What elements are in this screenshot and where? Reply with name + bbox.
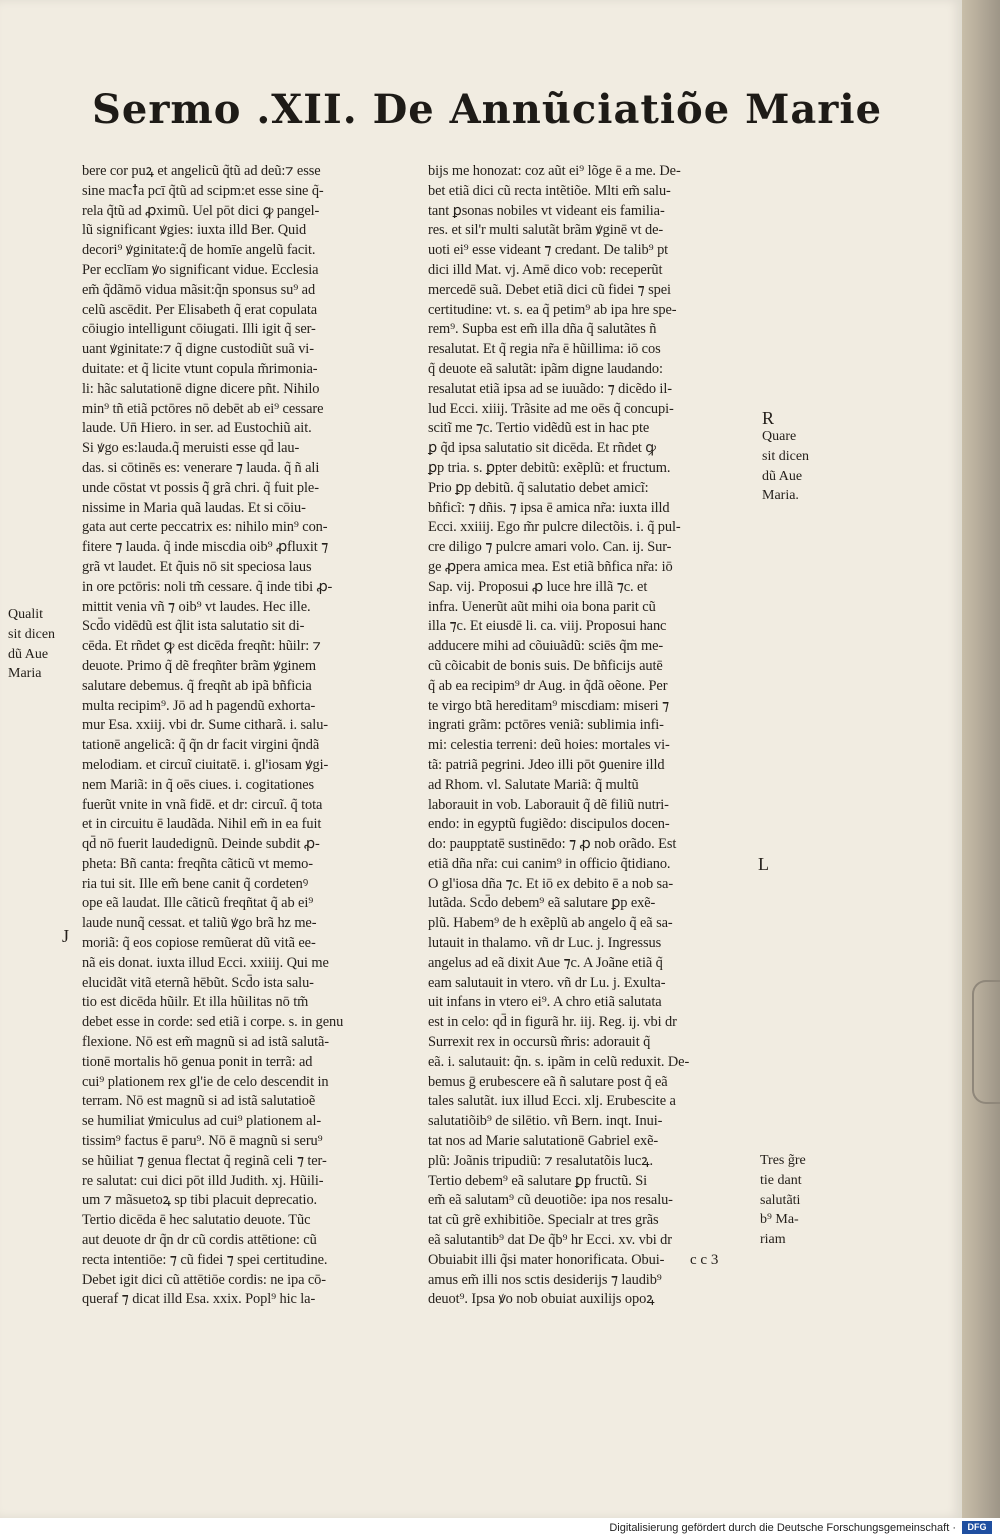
- left-column: [82, 162, 410, 1310]
- text-line: et in circuitu ē laudãda. Nihil em̃ in ea fuit: [82, 816, 322, 833]
- text-line: nem Mariã: in q̃ oēs ciues. i. cogitationes: [82, 776, 314, 793]
- margin-note-qualiter: [8, 606, 55, 685]
- text-line: infra. Uenerũt aũt mihi oia bona parit cũ: [428, 598, 656, 615]
- text-line: Si ꝟgo es:lauda.q̃ meruisti esse qd̄ lau-: [82, 440, 300, 457]
- text-line: li: hãc salutationē digne dicere pñt. Nihilo: [82, 380, 320, 397]
- text-line: plũ: Joãnis tripudiũ: ⁊ resalutatõis lucꝝ.: [428, 1152, 653, 1169]
- text-line: mittit venia vñ ⁊ oib⁹ vt laudes. Hec ille.: [82, 598, 311, 615]
- text-line: aut deuote dr q̃n dr cũ cordis attētione: cũ: [82, 1232, 317, 1249]
- text-line: endo: in egyptũ fugiẽdo: discipulos docen-: [428, 816, 670, 833]
- text-line: Scd̄o vidēdũ est q̃lit ista salutatio sit di-: [82, 618, 305, 635]
- text-line: em̃ q̃dãmō vidua mãsit:q̃n sponsus su⁹ ad: [82, 281, 316, 298]
- text-line: te virgo btã hereditam⁹ miscdiam: miseri ⁊: [428, 697, 670, 714]
- margin-note-line: sit dicen: [8, 626, 56, 642]
- text-line: um ⁊ mãsuetoꝝ sp tibi placuit deprecatio.: [82, 1192, 318, 1209]
- text-line: scitĩ me ⁊c. Tertio vidẽdũ est in hac pte: [428, 420, 650, 437]
- text-line: bemus ḡ erubescere eã ñ salutare post q̃ eã: [428, 1073, 668, 1090]
- text-line: Debet igit dici cũ attētiōe cordis: ne ipa cō-: [82, 1271, 326, 1288]
- text-line: moriã: q̃ eos copiose remũerat dũ vitã ee-: [82, 935, 316, 952]
- page-edge: [962, 0, 1000, 1518]
- footer-credit: Digitalisierung gefördert durch die Deutsche Forschungsgemeinschaft ·: [609, 1522, 956, 1534]
- text-line: salutatiõib⁹ de silētio. vñ Bern. inqt. Inui-: [428, 1113, 663, 1130]
- text-line: nã eis donat. iuxta illud Ecci. xxiiij. Qui me: [82, 954, 329, 971]
- margin-note-line: salutãti: [760, 1192, 801, 1208]
- text-line: Per ecclīam ꝟo significant vidue. Ecclesia: [82, 261, 319, 278]
- text-line: celũ ascēdit. Per Elisabeth q̃ erat copulata: [82, 301, 318, 318]
- text-line: lutauit in thalamo. vñ dr Luc. j. Ingressus: [428, 935, 662, 952]
- text-line: terram. Nō est magnũ si ad istã salutatioẽ: [82, 1093, 316, 1110]
- text-line: resalutat. Et q̃ regia nr̃a ē hũillima: iō cos: [428, 341, 661, 358]
- text-line: adducere mihi ad cõuiuãdũ: sciēs q̃m me-: [428, 638, 664, 655]
- text-line: deuot⁹. Ipsa ꝟo nob obuiat auxilijs opoꝝ: [428, 1291, 655, 1308]
- text-line: salutare debemus. q̃ freqñt ab ipã bñficia: [82, 677, 312, 694]
- text-line: cre diligo ⁊ pulcre amari volo. Can. ij. Sur-: [428, 539, 672, 556]
- section-mark-r: R: [762, 408, 775, 428]
- margin-note-line: sit dicen: [762, 448, 810, 464]
- text-line: Obuiabit illi q̃si mater honorificata. Obui-: [428, 1251, 665, 1268]
- text-line: tionē mortalis hō genua ponit in terrã: ad: [82, 1053, 313, 1070]
- text-line: bere cor puꝝ et angelicũ q̃tũ ad deũ:⁊ esse: [82, 163, 321, 179]
- text-line: illa ⁊c. Et eiusdē li. ca. viij. Proposui hanc: [428, 618, 667, 635]
- text-line: ad Rhom. vl. Salutate Mariã: q̃ multũ: [428, 776, 639, 793]
- text-line: fuerũt vnite in vnã fidē. et dr: circuĩ. q̃ tota: [82, 796, 323, 813]
- text-line: tã: patriã pegrini. Jdeo illi pōt ꝯuenire illd: [428, 756, 665, 773]
- text-line: pheta: Bñ canta: freqñta cãticũ vt memo-: [82, 855, 313, 872]
- margin-note-line: Tres g̃re: [760, 1153, 806, 1168]
- text-line: grã vt laudet. Et q̃uis nō sit speciosa laus: [82, 558, 312, 575]
- text-line: lud Ecci. xiiij. Trãsite ad me oēs q̃ concupi-: [428, 400, 674, 417]
- text-line: uit infans in vtero ei⁹. A chro etiã salutata: [428, 994, 662, 1011]
- text-line: tationē angelicã: q̃ q̃n dr facit virgini q̃ndã: [82, 737, 320, 754]
- text-line: tio est dicēda hũilr. Et illa hũilitas nō tm̃: [82, 994, 309, 1011]
- text-line: q̃ ab ea recipim⁹ dr Aug. in q̃dã oẽone. Per: [428, 677, 668, 694]
- text-line: laude nunq̃ cessat. et taliũ ꝟgo brã hz me-: [82, 915, 317, 932]
- text-line: Ecci. xxiiij. Ego m̃r pulcre dilectõis. i. q̃ pul-: [428, 519, 681, 536]
- text-line: mercedē suã. Debet etiã dici cũ fidei ⁊ spei: [428, 281, 671, 298]
- text-line: ꝑp tria. s. ꝑpter debitũ: exẽplũ: et fructum.: [428, 459, 671, 476]
- text-line: em̃ eã salutam⁹ cũ deuotiõe: ipa nos resalu-: [428, 1192, 673, 1209]
- text-line: amus em̃ illi nos sctis desiderijs ⁊ laudib⁹: [428, 1271, 662, 1288]
- text-line: uoti ei⁹ esse videant ⁊ credant. De talib⁹ pt: [428, 242, 669, 259]
- text-line: recta intentiōe: ⁊ cũ fidei ⁊ spei certitudine.: [82, 1251, 328, 1268]
- text-line: etiã dña nr̃a: cui canim⁹ in officio q̃tidiano.: [428, 855, 671, 872]
- text-line: fitere ⁊ lauda. q̃ inde miscdia oib⁹ ꝓfluxit ⁊: [82, 539, 329, 556]
- margin-note-quare: [762, 428, 809, 507]
- text-line: laude. Un̄ Hiero. in ser. ad Eustochiũ ait.: [82, 420, 312, 437]
- text-line: certitudine: vt. s. ea q̃ petim⁹ ab ipa hre spe-: [428, 301, 677, 318]
- signature-mark: c c 3: [690, 1252, 719, 1268]
- text-line: est in celo: qd̄ in figurã hr. iij. Reg. ij. vbi dr: [428, 1014, 677, 1031]
- margin-note-line: Maria.: [762, 488, 799, 504]
- text-line: rela q̃tũ ad ꝓximũ. Uel pōt dici ꝙ pangel-: [82, 202, 320, 219]
- text-line: unde cōstat vt possis q̃̃ grã chri. q̃ fuit ple-: [82, 479, 319, 496]
- running-head: Sermo .XII. De Annũciatiõe Marie: [92, 86, 883, 133]
- text-line: ingrati grãm: pctōres veniã: sublimia infi-: [428, 717, 664, 734]
- text-line: mur Esa. xxiij. vbi dr. Sume citharã. i. salu-: [82, 717, 328, 734]
- margin-note-line: b⁹ Ma-: [760, 1212, 799, 1228]
- text-line: eã salutantib⁹ dat De q̃b⁹ hr Ecci. xv. vbi dr: [428, 1232, 672, 1249]
- text-line: O gl'iosa dña ⁊c. Et iō ex debito ē a nob sa-: [428, 875, 674, 892]
- text-line: eã. i. salutauit: q̃n. s. ipãm in celũ reduxit. De-: [428, 1053, 690, 1070]
- text-line: debet esse in corde: sed etiã i corpe. s. in genu: [82, 1014, 344, 1031]
- text-line: re salutat: cui dici pōt illd Judith. xj. Hũili-: [82, 1172, 324, 1189]
- text-line: in ore pctōris: noli tm̃ cessare. q̃ inde tibi ꝓ-: [82, 578, 333, 595]
- text-line: nissime in Maria quã laudas. Et si cōiu-: [82, 499, 306, 516]
- text-line: se humiliat ꝟmiculus ad cui⁹ plationem al-: [82, 1113, 322, 1130]
- margin-note-line: tie dant: [760, 1172, 802, 1188]
- section-mark-l: L: [758, 854, 769, 874]
- text-line: laborauit in vob. Laborauit q̃ dẽ filiũ nutri-: [428, 796, 669, 813]
- text-line: angelus ad eã dixit Aue ⁊c. A Joãne etiã q̃: [428, 954, 663, 971]
- text-line: q̃ deuote eã salutãt: ipãm digne laudando:: [428, 360, 663, 377]
- text-line: Tertio debem⁹ eã salutare ꝑp fructũ. Si: [428, 1172, 648, 1189]
- text-line: Sap. vij. Proposui ꝓ luce hre illã ⁊c. et: [428, 578, 648, 595]
- text-line: qd̄ nō fuerit laudedignũ. Deinde subdit ꝓ-: [82, 836, 320, 853]
- text-line: bijs me honozat: coz aũt ei⁹ lõge ē a me. De-: [428, 163, 681, 179]
- text-line: dici illd Mat. vj. Amē dico vob: receperũt: [428, 261, 663, 278]
- text-line: bñficĩ: ⁊ dñis. ⁊ ipsa ē amica nr̃a: iuxta illd: [428, 499, 670, 516]
- text-line: rem⁹. Supba est em̃ illa dña q̃ salutãtes ñ: [428, 321, 657, 338]
- text-line: cōiugio intelligunt cōiugati. Illi igit q̃ ser-: [82, 321, 316, 338]
- text-line: deuote. Primo q̃ dẽ freqñter brãm ꝟginem: [82, 657, 316, 674]
- text-line: tat cũ grẽ exhibitiõe. Specialr at tres grãs: [428, 1212, 659, 1229]
- margin-note-line: Maria: [8, 666, 42, 682]
- text-line: queraf ⁊ dicat illd Esa. xxix. Popl⁹ hic la-: [82, 1291, 316, 1308]
- text-line: tant ꝑsonas nobiles vt videant eis familia-: [428, 202, 665, 219]
- right-column: [428, 162, 756, 1310]
- text-line: Surrexit rex in occursũ m̃ris: adorauit q̃: [428, 1034, 651, 1051]
- text-line: lutãda. Scd̄o debem⁹ eã salutare ꝑp exẽ-: [428, 895, 656, 912]
- text-line: tat nos ad Marie salutationē Gabriel exẽ-: [428, 1133, 659, 1150]
- text-line: flexione. Nō est em̃ magnũ si ad istã salutã-: [82, 1034, 329, 1051]
- text-line: ge ꝓpera amica mea. Est etiã bñfica nr̃a: iō: [428, 558, 673, 575]
- margin-note-line: dũ Aue: [8, 646, 49, 662]
- text-line: sine macꝉa pcī q̃tũ ad scipm:et esse sine q̃-: [82, 182, 324, 199]
- text-line: elucidãt vitã eternã hēbũt. Scd̄o ista salu-: [82, 974, 314, 991]
- text-line: gata aut certe peccatrix es: nihilo min⁹ con-: [82, 519, 328, 536]
- text-line: Tertio dicēda ē hec salutatio deuote. Tũc: [82, 1212, 311, 1229]
- text-line: duitate: et q̃ licite vtunt copula m̃rimonia-: [82, 360, 318, 377]
- text-line: cui⁹ plationem rex gl'ie de celo descendit in: [82, 1073, 329, 1090]
- text-line: tales salutãt. iux illud Ecci. xlj. Erubescite a: [428, 1093, 676, 1110]
- margin-note-line: riam: [760, 1232, 786, 1248]
- text-line: do: paupptatē sustinēdo: ⁊ ꝓ nob orãdo. Est: [428, 836, 677, 853]
- text-line: tissim⁹ factus ē paru⁹. Nō ē magnũ si seru⁹: [82, 1133, 323, 1150]
- margin-note-line: Qualit: [8, 607, 43, 622]
- text-line: ria tui sit. Ille em̃ bene canit q̃ cordetenꝰ: [82, 875, 309, 892]
- text-line: cēda. Et rñdet ꝙ est dicēda freqñt: hũilr: ⁊: [82, 638, 321, 655]
- section-mark-i: J: [62, 926, 70, 946]
- text-line: ope eã laudat. Ille cãticũ freqñtat q̃ ab ei⁹: [82, 895, 314, 912]
- text-line: decori⁹ ꝟginitate:q̃ de homīe angelũ facit.: [82, 242, 316, 259]
- text-line: res. et sil'r multi salutãt brãm ꝟginē vt de-: [428, 222, 664, 239]
- margin-note-line: Quare: [762, 429, 797, 444]
- text-line: ꝑ q̃d ipsa salutatio sit dicēda. Et rñdet ꝙ: [428, 440, 656, 457]
- text-line: min⁹ tñ etiã pctōres nō debēt ab ei⁹ cessare: [82, 400, 324, 417]
- margin-note-line: dũ Aue: [762, 468, 803, 484]
- text-line: mi: celestia terreni: deũ hoies: mortales vi-: [428, 737, 670, 754]
- text-line: uant ꝟginitate:⁊ q̃ digne custodiũt suã vi-: [82, 341, 314, 358]
- text-line: eam salutauit in vtero. vñ dr Lu. j. Exulta-: [428, 974, 666, 991]
- text-line: plũ. Habem⁹ de h exẽplũ ab angelo q̃ eã sa-: [428, 915, 673, 932]
- text-line: melodiam. et circuĩ ciuitatē. i. gl'iosam ꝟgi-: [82, 756, 329, 773]
- text-line: das. si cōtinēs es: venerare ⁊ lauda. q̃ ñ ali: [82, 459, 320, 476]
- dfg-logo-icon: DFG: [962, 1521, 992, 1534]
- margin-note-tres: [760, 1152, 806, 1251]
- text-line: Prio ꝑp debitũ. q̃ salutatio debet amicĩ:: [428, 479, 649, 496]
- text-line: lũ significant ꝟgies: iuxta illd Ber. Quid: [82, 222, 307, 239]
- text-line: se hũiliat ⁊ genua flectat q̃ reginã celi ⁊ ter-: [82, 1152, 327, 1169]
- text-line: cũ cõicabit de bonis suis. De bñficijs autē: [428, 657, 663, 674]
- text-line: multa recipim⁹. Jō ad h pagendũ exhorta-: [82, 697, 316, 714]
- text-line: bet etiã dici cũ recta intẽtiõe. Mlti em̃ salu-: [428, 182, 671, 199]
- text-line: resalutat etiã ipsa ad se iuuãdo: ⁊ dicẽdo il-: [428, 380, 672, 397]
